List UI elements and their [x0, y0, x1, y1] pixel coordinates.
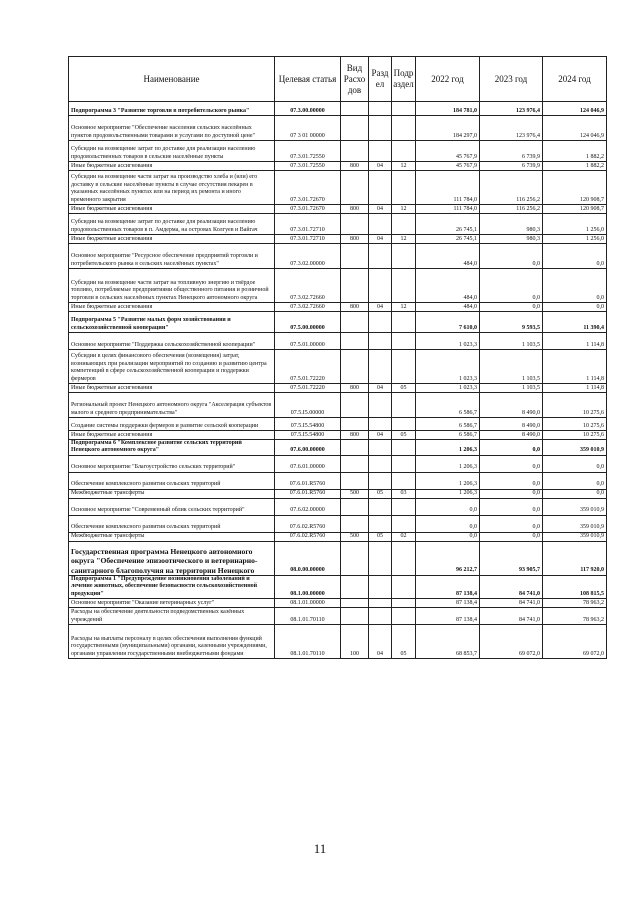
- row-section: 04: [369, 384, 392, 393]
- row-2023: 8 490,0: [480, 431, 543, 440]
- row-expense-type: 500: [341, 532, 369, 541]
- row-2023: 116 256,2: [480, 205, 543, 214]
- row-2024: 0,0: [543, 472, 607, 489]
- table-row: [69, 333, 607, 350]
- row-2022: 1 023,3: [416, 333, 480, 350]
- row-2022: 0,0: [416, 498, 480, 515]
- row-expense-type: 500: [341, 489, 369, 498]
- row-section: [369, 515, 392, 532]
- header-subsection: Подр аздел: [392, 57, 416, 102]
- row-2022: 184 781,0: [416, 102, 480, 116]
- row-2022: 111 784,0: [416, 205, 480, 214]
- row-name: Иные бюджетные ассигнования: [69, 303, 275, 312]
- row-name: Субсидии на возмещение затрат по доставке для реализации населению продовольственных товаров в п. Амдерма, на островах Колгуев и Вайгач: [69, 214, 275, 235]
- row-section: [369, 498, 392, 515]
- table-row: [69, 269, 607, 303]
- row-2022: 1 206,3: [416, 455, 480, 472]
- row-2023: 123 976,4: [480, 116, 543, 141]
- row-name: Основное мероприятие "Ресурсное обеспечение предприятий торговли и потребительского рынка в сельских населённых пунктах": [69, 244, 275, 269]
- row-subsection: 12: [392, 303, 416, 312]
- row-section: [369, 575, 392, 598]
- row-2022: 184 297,0: [416, 116, 480, 141]
- row-2023: 0,0: [480, 269, 543, 303]
- row-2023: 0,0: [480, 515, 543, 532]
- row-2022: 7 610,0: [416, 312, 480, 333]
- row-name: Подпрограмма 1 "Предупреждение возникновения заболеваний и лечение животных, обеспечение безопасности сельскохозяйственной продукции": [69, 575, 275, 598]
- row-section: 04: [369, 303, 392, 312]
- row-name: Подпрограмма 5 "Развитие малых форм хозяйствования и сельскохозяйственной кооперации": [69, 312, 275, 333]
- row-2023: 84 741,0: [480, 608, 543, 625]
- row-article: 08.1.01.00000: [275, 599, 341, 608]
- row-subsection: [392, 333, 416, 350]
- row-subsection: [392, 515, 416, 532]
- row-subsection: [392, 608, 416, 625]
- row-name: Основное мероприятие "Оказание ветеринарных услуг": [69, 599, 275, 608]
- row-name: Подпрограмма 3 "Развитие торговли в потребительского рынка": [69, 102, 275, 116]
- row-2024: 359 010,9: [543, 515, 607, 532]
- table-row: [69, 384, 607, 393]
- row-article: 07.5.00.00000: [275, 312, 341, 333]
- row-2023: 980,3: [480, 235, 543, 244]
- table-row: [69, 625, 607, 659]
- row-2022: 45 767,9: [416, 141, 480, 162]
- row-2023: 0,0: [480, 455, 543, 472]
- row-subsection: [392, 171, 416, 205]
- row-expense-type: [341, 498, 369, 515]
- row-2024: 117 920,0: [543, 541, 607, 575]
- row-section: [369, 472, 392, 489]
- row-section: [369, 102, 392, 116]
- header-2023: 2023 год: [480, 57, 543, 102]
- row-2024: 1 256,0: [543, 214, 607, 235]
- row-expense-type: [341, 171, 369, 205]
- row-2022: 1 206,3: [416, 489, 480, 498]
- row-expense-type: [341, 312, 369, 333]
- row-subsection: 12: [392, 205, 416, 214]
- row-2022: 6 586,7: [416, 431, 480, 440]
- row-2023: 6 739,9: [480, 162, 543, 171]
- row-expense-type: [341, 418, 369, 431]
- row-section: [369, 440, 392, 456]
- row-2023: 1 103,5: [480, 333, 543, 350]
- row-2023: 0,0: [480, 498, 543, 515]
- row-2022: 45 767,9: [416, 162, 480, 171]
- row-2022: 484,0: [416, 303, 480, 312]
- table-row: [69, 575, 607, 598]
- row-expense-type: 800: [341, 303, 369, 312]
- row-expense-type: [341, 116, 369, 141]
- row-expense-type: [341, 608, 369, 625]
- row-section: 04: [369, 431, 392, 440]
- row-subsection: [392, 102, 416, 116]
- row-expense-type: [341, 350, 369, 384]
- row-section: [369, 393, 392, 418]
- table-row: [69, 472, 607, 489]
- table-row: [69, 599, 607, 608]
- row-section: 04: [369, 162, 392, 171]
- row-section: [369, 214, 392, 235]
- row-expense-type: [341, 515, 369, 532]
- row-2023: 93 905,7: [480, 541, 543, 575]
- row-2023: 0,0: [480, 532, 543, 541]
- row-article: 07.5.I5.00000: [275, 393, 341, 418]
- row-section: 05: [369, 532, 392, 541]
- row-2022: 1 206,3: [416, 472, 480, 489]
- table-row: [69, 162, 607, 171]
- row-article: 07.6.01.R5760: [275, 472, 341, 489]
- row-subsection: 12: [392, 235, 416, 244]
- table-row: [69, 515, 607, 532]
- row-article: 07.3.02.72660: [275, 269, 341, 303]
- page-number: 11: [313, 841, 327, 856]
- row-2023: 123 976,4: [480, 102, 543, 116]
- row-article: 07.3.02.00000: [275, 244, 341, 269]
- table-row: [69, 431, 607, 440]
- row-2024: 120 908,7: [543, 171, 607, 205]
- row-article: 07.3.00.00000: [275, 102, 341, 116]
- header-2024: 2024 год: [543, 57, 607, 102]
- row-expense-type: [341, 541, 369, 575]
- row-section: 05: [369, 489, 392, 498]
- row-section: [369, 541, 392, 575]
- row-subsection: [392, 472, 416, 489]
- row-name: Субсидии в целях финансового обеспечения (возмещения) затрат, возникающих при реализации мероприятий по созданию и развитию центра компетенций в сфере сельскохозяйственной кооперации и поддержки фермеров: [69, 350, 275, 384]
- row-2023: 8 490,0: [480, 393, 543, 418]
- row-2024: 124 046,9: [543, 116, 607, 141]
- row-2022: 1 206,3: [416, 440, 480, 456]
- header-2022: 2022 год: [416, 57, 480, 102]
- row-name: Иные бюджетные ассигнования: [69, 205, 275, 214]
- row-name: Основное мероприятие "Современный облик сельских территорий": [69, 498, 275, 515]
- table-row: [69, 498, 607, 515]
- table-row: [69, 532, 607, 541]
- row-subsection: [392, 393, 416, 418]
- row-expense-type: 800: [341, 205, 369, 214]
- row-article: 07.6.01.00000: [275, 455, 341, 472]
- row-2022: 26 745,1: [416, 214, 480, 235]
- row-name: Обеспечение комплексного развития сельских территорий: [69, 515, 275, 532]
- row-article: 08.1.00.00000: [275, 575, 341, 598]
- row-expense-type: 800: [341, 235, 369, 244]
- table-row: [69, 205, 607, 214]
- row-name: Иные бюджетные ассигнования: [69, 431, 275, 440]
- row-section: [369, 244, 392, 269]
- row-2024: 1 114,8: [543, 333, 607, 350]
- row-2023: 84 741,0: [480, 599, 543, 608]
- row-article: 07.3.01.72550: [275, 141, 341, 162]
- row-name: Иные бюджетные ассигнования: [69, 235, 275, 244]
- row-2024: 124 046,9: [543, 102, 607, 116]
- row-section: [369, 608, 392, 625]
- row-subsection: [392, 269, 416, 303]
- row-2023: 1 103,5: [480, 350, 543, 384]
- row-2023: 116 256,2: [480, 171, 543, 205]
- row-subsection: 03: [392, 489, 416, 498]
- row-section: [369, 599, 392, 608]
- table-row: [69, 312, 607, 333]
- row-name: Основное мероприятие "Поддержка сельскохозяйственной кооперации": [69, 333, 275, 350]
- row-subsection: 12: [392, 162, 416, 171]
- row-name: Субсидии на возмещение затрат по доставке для реализации населению продовольственных товаров в сельские населённые пункты: [69, 141, 275, 162]
- row-article: 07.6.02.R5760: [275, 532, 341, 541]
- row-expense-type: [341, 333, 369, 350]
- row-article: 07.3.01.72670: [275, 205, 341, 214]
- row-subsection: [392, 599, 416, 608]
- row-2023: 84 741,0: [480, 575, 543, 598]
- row-subsection: 05: [392, 625, 416, 659]
- table-row: [69, 102, 607, 116]
- row-section: [369, 116, 392, 141]
- row-2023: 8 490,0: [480, 418, 543, 431]
- row-2023: 0,0: [480, 440, 543, 456]
- row-section: [369, 333, 392, 350]
- row-section: [369, 350, 392, 384]
- budget-table: [68, 56, 607, 659]
- row-expense-type: [341, 214, 369, 235]
- row-subsection: [392, 312, 416, 333]
- row-expense-type: [341, 244, 369, 269]
- row-2022: 96 212,7: [416, 541, 480, 575]
- row-subsection: 05: [392, 431, 416, 440]
- row-2024: 1 882,2: [543, 141, 607, 162]
- row-subsection: [392, 440, 416, 456]
- table-row: [69, 350, 607, 384]
- row-name: Межбюджетные трансферты: [69, 532, 275, 541]
- row-name: Основное мероприятие "Благоустройство сельских территорий": [69, 455, 275, 472]
- row-section: [369, 418, 392, 431]
- row-2024: 108 815,5: [543, 575, 607, 598]
- row-subsection: [392, 498, 416, 515]
- table-row: [69, 214, 607, 235]
- row-expense-type: 800: [341, 431, 369, 440]
- row-section: 04: [369, 235, 392, 244]
- row-2024: 10 275,6: [543, 431, 607, 440]
- row-2022: 1 023,3: [416, 384, 480, 393]
- row-article: 07.5.I5.54800: [275, 418, 341, 431]
- row-name: Создание системы поддержки фермеров и развитие сельской кооперации: [69, 418, 275, 431]
- row-article: 07.3.01.72670: [275, 171, 341, 205]
- row-expense-type: [341, 102, 369, 116]
- row-section: [369, 141, 392, 162]
- row-2023: 0,0: [480, 489, 543, 498]
- table-row: [69, 440, 607, 456]
- row-expense-type: [341, 472, 369, 489]
- row-expense-type: [341, 599, 369, 608]
- row-section: [369, 269, 392, 303]
- row-2022: 0,0: [416, 515, 480, 532]
- row-name: Иные бюджетные ассигнования: [69, 384, 275, 393]
- row-name: Субсидии на возмещение части затрат на топливную энергию и твёрдое топливо, потребляемые предприятиями общественного питания и розничной торговли в сельских населённых пунктах Ненецкого автономного округа: [69, 269, 275, 303]
- row-article: 08.0.00.00000: [275, 541, 341, 575]
- row-2023: 0,0: [480, 244, 543, 269]
- row-subsection: [392, 214, 416, 235]
- header-expense-type: Вид Расхо дов: [341, 57, 369, 102]
- table-row: [69, 418, 607, 431]
- row-name: Иные бюджетные ассигнования: [69, 162, 275, 171]
- header-section: Разд ел: [369, 57, 392, 102]
- row-name: Расходы на обеспечение деятельности подведомственных казённых учреждений: [69, 608, 275, 625]
- row-2022: 87 138,4: [416, 575, 480, 598]
- row-name: Подпрограмма 6 "Комплексное развитие сельских территорий Ненецкого автономного округа": [69, 440, 275, 456]
- table-row: [69, 455, 607, 472]
- row-article: 07.6.00.00000: [275, 440, 341, 456]
- row-article: 07.3.01.72710: [275, 214, 341, 235]
- row-2022: 484,0: [416, 244, 480, 269]
- row-2022: 87 138,4: [416, 608, 480, 625]
- row-name: Региональный проект Ненецкого автономного округа "Акселерация субъектов малого и среднего предпринимательства": [69, 393, 275, 418]
- row-subsection: [392, 244, 416, 269]
- row-subsection: [392, 350, 416, 384]
- table-row: [69, 541, 607, 575]
- row-article: 07.6.02.00000: [275, 498, 341, 515]
- row-2022: 87 138,4: [416, 599, 480, 608]
- row-article: 07.5.01.72220: [275, 384, 341, 393]
- row-expense-type: [341, 141, 369, 162]
- row-2023: 6 739,9: [480, 141, 543, 162]
- row-2023: 9 593,5: [480, 312, 543, 333]
- row-article: 07 3 01 00000: [275, 116, 341, 141]
- row-subsection: [392, 116, 416, 141]
- row-2023: 1 103,5: [480, 384, 543, 393]
- header-name: Наименование: [69, 57, 275, 102]
- row-section: 04: [369, 625, 392, 659]
- row-article: 07.6.02.R5760: [275, 515, 341, 532]
- row-2022: 1 023,3: [416, 350, 480, 384]
- row-article: 07.3.01.72710: [275, 235, 341, 244]
- row-2024: 0,0: [543, 269, 607, 303]
- table-row: [69, 303, 607, 312]
- row-2023: 0,0: [480, 303, 543, 312]
- row-2024: 0,0: [543, 489, 607, 498]
- row-2024: 1 114,8: [543, 350, 607, 384]
- row-expense-type: [341, 455, 369, 472]
- row-subsection: [392, 575, 416, 598]
- row-2024: 359 010,9: [543, 440, 607, 456]
- row-2024: 1 882,2: [543, 162, 607, 171]
- table-row: [69, 116, 607, 141]
- row-2024: 69 072,0: [543, 625, 607, 659]
- row-article: 08.1.01.70110: [275, 625, 341, 659]
- row-2023: 69 072,0: [480, 625, 543, 659]
- row-article: 07.6.01.R5760: [275, 489, 341, 498]
- table-row: [69, 608, 607, 625]
- row-article: 08.1.01.70110: [275, 608, 341, 625]
- table-row: [69, 393, 607, 418]
- row-2024: 10 275,6: [543, 418, 607, 431]
- row-2023: 980,3: [480, 214, 543, 235]
- row-expense-type: 800: [341, 162, 369, 171]
- row-section: [369, 312, 392, 333]
- row-article: 07.5.01.00000: [275, 333, 341, 350]
- row-2024: 359 010,9: [543, 498, 607, 515]
- row-2024: 10 275,6: [543, 393, 607, 418]
- row-article: 07.3.01.72550: [275, 162, 341, 171]
- row-2023: 0,0: [480, 472, 543, 489]
- row-2024: 78 963,2: [543, 608, 607, 625]
- table-row: [69, 244, 607, 269]
- row-2022: 68 853,7: [416, 625, 480, 659]
- row-article: 07.5.I5.54800: [275, 431, 341, 440]
- row-section: 04: [369, 205, 392, 214]
- row-subsection: [392, 418, 416, 431]
- row-2024: 11 390,4: [543, 312, 607, 333]
- row-2022: 6 586,7: [416, 418, 480, 431]
- table-row: [69, 235, 607, 244]
- row-article: 07.3.02.72660: [275, 303, 341, 312]
- row-2024: 0,0: [543, 244, 607, 269]
- row-name: Субсидии на возмещение части затрат на производство хлеба и (или) его доставку в сельские населённые пункты в случае отсутствия пекарен в указанных населённых пунктах или на период их ремонта и иного временного закрытия: [69, 171, 275, 205]
- table-row: [69, 171, 607, 205]
- row-expense-type: 800: [341, 384, 369, 393]
- row-expense-type: [341, 393, 369, 418]
- row-2024: 1 256,0: [543, 235, 607, 244]
- row-section: [369, 455, 392, 472]
- row-name: Обеспечение комплексного развития сельских территорий: [69, 472, 275, 489]
- row-2022: 111 784,0: [416, 171, 480, 205]
- row-subsection: [392, 141, 416, 162]
- table-row: [69, 141, 607, 162]
- row-subsection: 05: [392, 384, 416, 393]
- row-subsection: 02: [392, 532, 416, 541]
- row-subsection: [392, 455, 416, 472]
- row-subsection: [392, 541, 416, 575]
- row-article: 07.5.01.72220: [275, 350, 341, 384]
- row-expense-type: [341, 269, 369, 303]
- table-row: [69, 489, 607, 498]
- row-name: Расходы на выплаты персоналу в целях обеспечения выполнения функций государственными (муниципальными) органами, казенными учреждениями, органами управления государственными внебюджетными фондами: [69, 625, 275, 659]
- row-2024: 0,0: [543, 455, 607, 472]
- row-2024: 78 963,2: [543, 599, 607, 608]
- row-2022: 0,0: [416, 532, 480, 541]
- row-name: Основное мероприятие "Обеспечение населения сельских населённых пунктов продовольственными товарами и услугами по доступной цене": [69, 116, 275, 141]
- row-name: Межбюджетные трансферты: [69, 489, 275, 498]
- row-2022: 26 745,1: [416, 235, 480, 244]
- row-2022: 484,0: [416, 269, 480, 303]
- row-2024: 359 010,9: [543, 532, 607, 541]
- table-header-row: [69, 57, 607, 102]
- row-expense-type: [341, 575, 369, 598]
- row-name: Государственная программа Ненецкого автономного округа "Обеспечение эпизоотического и ветеринарно-санитарного благополучия на территории Ненецкого: [69, 541, 275, 575]
- row-section: [369, 171, 392, 205]
- header-article: Целевая статья: [275, 57, 341, 102]
- row-2024: 120 908,7: [543, 205, 607, 214]
- row-expense-type: 100: [341, 625, 369, 659]
- row-2022: 6 586,7: [416, 393, 480, 418]
- row-2024: 0,0: [543, 303, 607, 312]
- row-expense-type: [341, 440, 369, 456]
- row-2024: 1 114,8: [543, 384, 607, 393]
